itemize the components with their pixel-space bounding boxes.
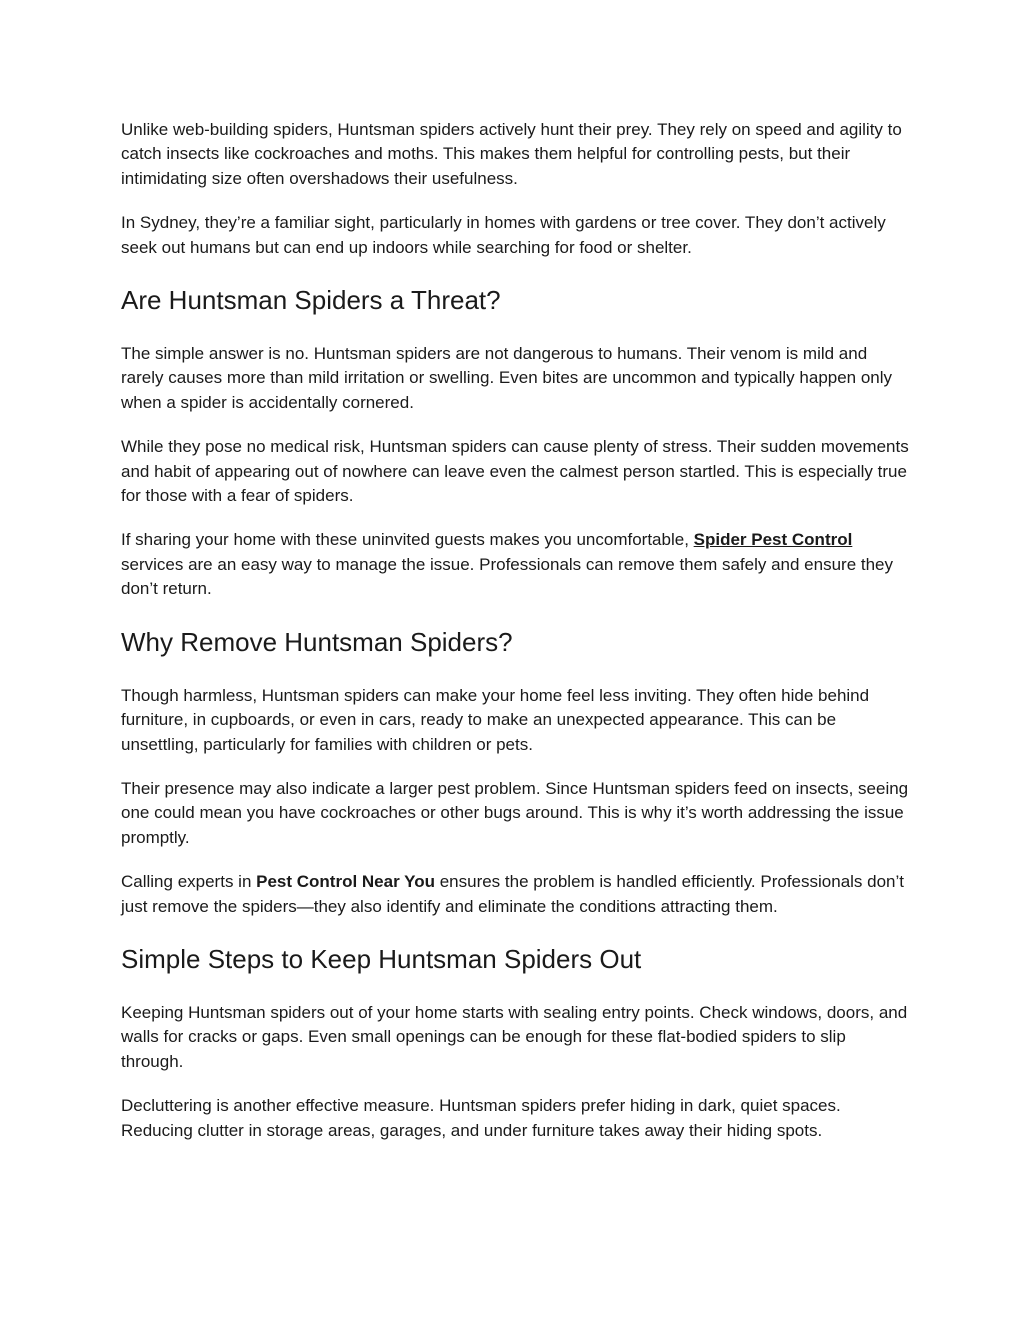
heading-remove: Why Remove Huntsman Spiders? bbox=[121, 626, 513, 657]
remove-paragraph-3-tail: ensures the problem is handled efficiently. Professionals don’t just remove the spiders—they also identify and eliminate the conditions attracting them. bbox=[121, 872, 905, 916]
remove-paragraph-3 bbox=[121, 870, 911, 919]
threat-paragraph-3-lead: If sharing your home with these uninvited guests makes you uncomfortable, bbox=[121, 530, 694, 550]
spider-pest-control-link[interactable]: Spider Pest Control bbox=[693, 530, 853, 550]
intro-paragraph-2: In Sydney, they’re a familiar sight, particularly in homes with gardens or tree cover. They don’t actively seek out humans but can end up indoors while searching for food or shelter. bbox=[121, 213, 886, 257]
heading-threat: Are Huntsman Spiders a Threat? bbox=[121, 285, 501, 316]
threat-paragraph-1: The simple answer is no. Huntsman spiders are not dangerous to humans. Their venom is mild and rarely causes more than mild irritation or swelling. Even bites are uncommon and typically happen only when a spider is accidentally cornered. bbox=[121, 344, 893, 412]
pest-control-near-you-text: Pest Control Near You bbox=[256, 872, 435, 892]
threat-paragraph-2: While they pose no medical risk, Huntsman spiders can cause plenty of stress. Their sudden movements and habit of appearing out of nowhere can leave even the calmest person startled. This is especially true for those with a fear of spiders. bbox=[121, 437, 909, 506]
steps-paragraph-2: Decluttering is another effective measure. Huntsman spiders prefer hiding in dark, quiet spaces. Reducing clutter in storage areas, garages, and under furniture takes away their hiding spots. bbox=[121, 1096, 841, 1140]
remove-paragraph-2: Their presence may also indicate a larger pest problem. Since Huntsman spiders feed on insects, seeing one could mean you have cockroaches or other bugs around. This is why it’s worth addressing the issue promptly. bbox=[121, 778, 909, 847]
heading-steps: Simple Steps to Keep Huntsman Spiders Out bbox=[121, 943, 642, 974]
intro-paragraph-1: Unlike web-building spiders, Huntsman spiders actively hunt their prey. They rely on speed and agility to catch insects like cockroaches and moths. This makes them helpful for controlling pests, but their intimidating size often overshadows their usefulness. bbox=[121, 120, 902, 188]
threat-paragraph-3-tail: services are an easy way to manage the issue. Professionals can remove them safely and ensure they don’t return. bbox=[121, 554, 894, 599]
remove-paragraph-1: Though harmless, Huntsman spiders can make your home feel less inviting. They often hide behind furniture, in cupboards, or even in cars, ready to make an unexpected appearance. This can be unsettling, particularly for families with children or pets. bbox=[121, 685, 870, 754]
remove-paragraph-3-lead: Calling experts in bbox=[121, 872, 257, 892]
document-page bbox=[121, 118, 911, 1163]
steps-paragraph-1: Keeping Huntsman spiders out of your home starts with sealing entry points. Check windows, doors, and walls for cracks or gaps. Even small openings can be enough for these flat-bodied spiders to slip through. bbox=[121, 1002, 908, 1071]
threat-paragraph-3 bbox=[121, 528, 911, 601]
